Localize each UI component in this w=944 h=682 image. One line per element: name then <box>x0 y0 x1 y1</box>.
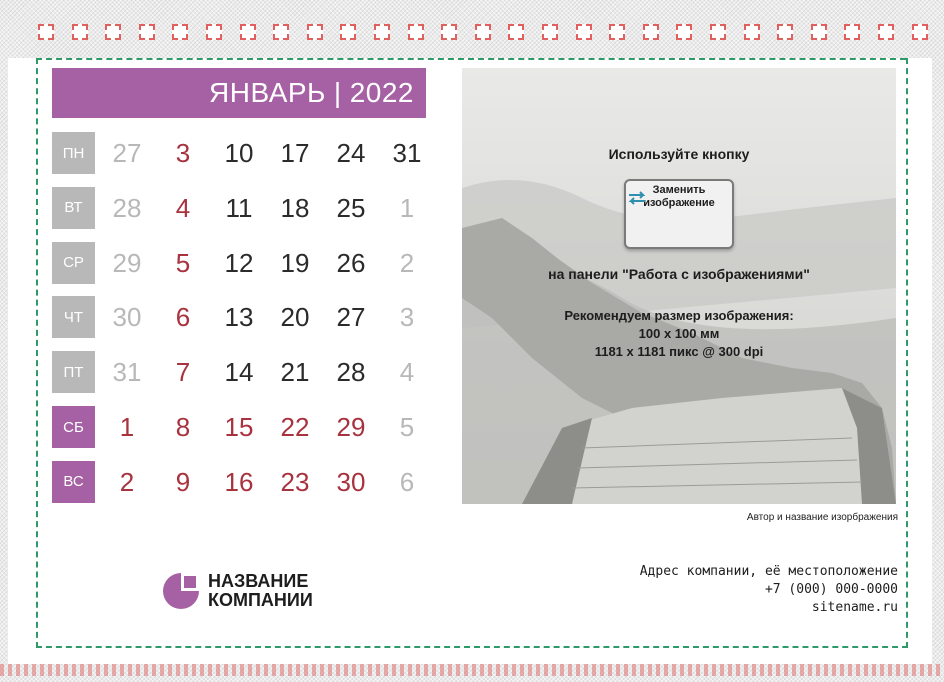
binding-hole <box>441 24 457 40</box>
binding-hole <box>273 24 289 40</box>
binding-hole <box>576 24 592 40</box>
weekday-label: СР <box>52 242 95 284</box>
binding-hole <box>676 24 692 40</box>
day-number: 4 <box>399 357 415 388</box>
day-number: 5 <box>175 247 191 278</box>
day-number: 6 <box>175 302 191 333</box>
day-number: 31 <box>112 357 142 388</box>
weekday-label: ВТ <box>52 187 95 229</box>
company-logo-icon <box>162 572 200 610</box>
day-number: 8 <box>175 412 191 442</box>
binding-hole <box>912 24 928 40</box>
day-number: 1 <box>399 192 415 223</box>
image-caption: Автор и название изорбражения <box>746 512 898 523</box>
binding-hole <box>374 24 390 40</box>
weekday-label: ВС <box>52 461 95 503</box>
weekday-label: ЧТ <box>52 296 95 338</box>
binding-hole <box>643 24 659 40</box>
day-number: 12 <box>224 247 254 278</box>
day-number: 31 <box>392 138 422 168</box>
binding-hole <box>105 24 121 40</box>
day-number: 3 <box>399 302 415 333</box>
day-number: 23 <box>280 466 310 497</box>
company-address: Адрес компании, её местоположение <box>639 564 898 579</box>
day-number: 14 <box>224 357 254 388</box>
binding-hole <box>72 24 88 40</box>
hint-line-3: Рекомендуем размер изображения: <box>564 308 794 323</box>
replace-image-button[interactable] <box>624 179 734 249</box>
day-number: 26 <box>336 247 366 278</box>
day-number: 30 <box>336 466 366 497</box>
day-number: 11 <box>225 192 253 223</box>
day-number: 27 <box>336 302 366 333</box>
binding-holes <box>0 24 944 44</box>
binding-hole <box>744 24 760 40</box>
day-number: 5 <box>399 412 415 442</box>
binding-hole <box>340 24 356 40</box>
binding-hole <box>408 24 424 40</box>
day-number: 2 <box>399 247 415 278</box>
swap-arrows-icon <box>626 189 648 207</box>
day-number: 15 <box>224 412 254 442</box>
day-number: 17 <box>280 138 310 168</box>
header-separator: | <box>333 77 342 108</box>
hint-line-1: Используйте кнопку <box>608 146 750 162</box>
company-name-line-1: НАЗВАНИЕ <box>208 571 309 591</box>
image-placeholder[interactable] <box>462 68 896 504</box>
day-number: 28 <box>112 192 142 223</box>
company-contacts <box>640 563 898 617</box>
weekday-label: СБ <box>52 406 95 448</box>
day-number: 9 <box>175 466 191 497</box>
day-number: 10 <box>224 138 254 168</box>
binding-hole <box>542 24 558 40</box>
hint-line-4: 100 x 100 мм <box>638 326 720 341</box>
binding-hole <box>844 24 860 40</box>
month-header <box>52 68 426 118</box>
binding-hole <box>206 24 222 40</box>
binding-hole <box>811 24 827 40</box>
day-number: 1 <box>119 412 135 442</box>
year: 2022 <box>349 77 414 108</box>
great-wall-photo <box>462 68 896 504</box>
binding-hole <box>777 24 793 40</box>
replace-button-label-2: изображение <box>643 197 715 209</box>
day-number: 28 <box>336 357 366 388</box>
day-number: 3 <box>175 138 191 168</box>
binding-hole <box>38 24 54 40</box>
day-number: 29 <box>336 412 366 442</box>
company-logo <box>162 572 313 610</box>
day-number: 22 <box>280 412 310 442</box>
day-number: 16 <box>224 466 254 497</box>
hint-line-2: на панели "Работа с изображениями" <box>548 266 810 282</box>
day-number: 30 <box>112 302 142 333</box>
binding-hole <box>172 24 188 40</box>
day-number: 18 <box>280 192 310 223</box>
day-number: 20 <box>280 302 310 333</box>
weekday-label: ПН <box>52 132 95 174</box>
binding-hole <box>307 24 323 40</box>
day-number: 4 <box>175 192 191 223</box>
binding-hole <box>508 24 524 40</box>
binding-hole <box>710 24 726 40</box>
hint-line-5: 1181 x 1181 пикс @ 300 dpi <box>594 344 764 359</box>
day-number: 6 <box>399 466 415 497</box>
binding-hole <box>475 24 491 40</box>
day-number: 19 <box>280 247 310 278</box>
day-number: 25 <box>336 192 366 223</box>
day-number: 21 <box>280 357 310 388</box>
day-number: 27 <box>112 138 142 168</box>
bottom-perforation <box>0 664 944 676</box>
day-number: 7 <box>175 357 191 388</box>
binding-hole <box>878 24 894 40</box>
company-phone: +7 (000) 000-0000 <box>764 582 898 597</box>
day-number: 29 <box>112 247 142 278</box>
day-number: 13 <box>224 302 254 333</box>
month-name: ЯНВАРЬ <box>209 77 326 108</box>
binding-hole <box>139 24 155 40</box>
company-site: sitename.ru <box>811 600 898 615</box>
weekday-label: ПТ <box>52 351 95 393</box>
binding-hole <box>240 24 256 40</box>
company-name-line-2: КОМПАНИИ <box>208 590 313 610</box>
binding-hole <box>609 24 625 40</box>
day-number: 2 <box>119 466 135 497</box>
replace-button-label-1: Заменить <box>652 184 706 196</box>
day-number: 24 <box>336 138 366 168</box>
